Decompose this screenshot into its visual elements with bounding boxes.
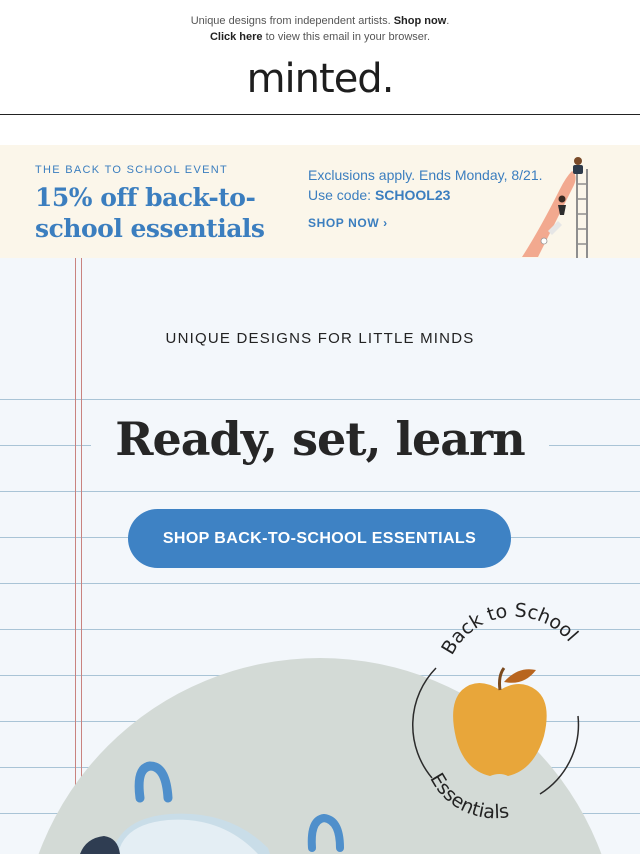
banner-terms xyxy=(308,165,543,205)
preheader-line-2 xyxy=(0,29,640,45)
hero-title: Ready, set, learn xyxy=(91,412,549,466)
click-here-link[interactable]: Click here xyxy=(209,31,263,43)
view-in-browser-text: to view this email in your browser. xyxy=(262,31,431,43)
shop-now-link[interactable]: Shop now xyxy=(393,15,447,27)
banner-headline: 15% off back-to-school essentials xyxy=(35,183,265,243)
hero-notebook xyxy=(0,258,640,854)
hero-artwork[interactable] xyxy=(0,258,640,854)
shop-essentials-button[interactable]: SHOP BACK-TO-SCHOOL ESSENTIALS xyxy=(128,509,511,568)
badge-bottom-text: Essentials xyxy=(425,769,511,824)
banner-code-line xyxy=(308,185,543,205)
slide-illustration xyxy=(520,149,600,258)
minted-logo[interactable]: minted. xyxy=(246,56,394,102)
banner-exclusions: Exclusions apply. Ends Monday, 8/21. xyxy=(308,167,543,183)
banner-eyebrow: THE BACK TO SCHOOL EVENT xyxy=(35,164,228,176)
preheader xyxy=(0,13,640,45)
preheader-line-1 xyxy=(0,13,640,29)
hero-kicker: UNIQUE DESIGNS FOR LITTLE MINDS xyxy=(165,330,475,347)
preheader-tagline: Unique designs from independent artists. xyxy=(190,15,391,27)
header-divider xyxy=(0,114,640,115)
preheader-period: . xyxy=(446,15,450,27)
promo-code: SCHOOL23 xyxy=(374,187,451,203)
promo-banner[interactable] xyxy=(0,145,640,258)
badge-top-text: Back to School xyxy=(437,599,583,659)
svg-text:Back to School xyxy=(437,599,582,658)
banner-code-label: Use code: xyxy=(308,187,375,203)
banner-shop-now-link[interactable]: SHOP NOW › xyxy=(308,216,388,230)
